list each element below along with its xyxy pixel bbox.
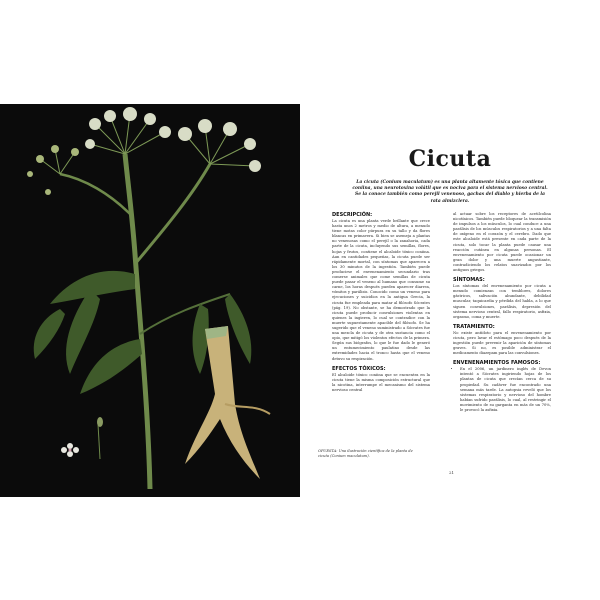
section-heading: SÍNTOMAS:: [453, 277, 485, 284]
intro-paragraph: La cicuta (Conium maculatum) es una planta altamente tóxica que contiene coniina, una neurotoxina volátil que es nociva para el sistema nervioso central. Se la conoce también como perejil venenoso, gachas del diablo y hierba de la rata almizclera.: [352, 180, 548, 204]
page-number: 21: [449, 470, 455, 475]
right-column: [453, 212, 551, 413]
list-item: • En el 2006, un jardinero inglés de Devon intentó a Sócrates ingiriendo hojas de los plantas de cicuta que crecían cerca de su propiedad. Su cadáver fue encontrado una semana más tarde. La autopsia reveló que los sistemas respiratorio y nervioso del hombre habían sufrido parálisis, lo cual, al restringir el movimiento de su garganta en más de un 70%, le provocó la asfixia.: [460, 367, 551, 413]
section-text: al actuar sobre los receptores de acetilcolina nicotínicos. También puede bloquear la transmisión de impulsos a los músculos, lo cual conduce a una parálisis de los músculos respiratorios y a una falta de oxígeno en el corazón y el cerebro. Dado que este alcaloide está presente en cada parte de la cicuta, solo tocar la planta puede causar una reacción cutánea en algunas personas. El envenenamiento por cicuta puede ocasionar un gran dolor y una muerte angustiante, contradiciendo los relatos suavizados por los antiguos griegos.: [453, 212, 551, 273]
botanical-illustration: [0, 104, 300, 497]
section-text: El alcaloide tóxico coniina que se encuentra en la cicuta tiene la misma composición estructural que la nicotina, interrumpe el mecanismo del sistema nervioso central: [332, 372, 430, 392]
figure-caption: OPUESTA: Una ilustración científica de la planta de cicuta (Conium maculatum).: [318, 449, 413, 458]
section-heading: DESCRIPCIÓN:: [332, 212, 373, 218]
section-heading: TRATAMIENTO:: [453, 323, 495, 330]
section-heading: ENVENENAMIENTOS FAMOSOS:: [453, 360, 541, 367]
section-text: Los síntomas del envenenamiento por cicuta a menudo comienzan con temblores, dolores gástricos, salivación abundante, debilidad muscular, taquicardia y pérdida del habla, a lo que siguen convulsiones, parálisis, depresión del sistema nervioso central, fallo respiratorio, asfixia, orgasmo, coma y muerte.: [453, 284, 551, 319]
section-text: La cicuta es una planta verde brillante que crece hasta unos 2 metros y medio de altura, a menudo tiene motas color púrpura en su tallo y da flores blancas en primavera. Si bien se asemeja a plantas no venenosas como el perejil o la zanahoria, cada parte de la cicuta, incluyendo sus semillas, flores, hojas y frutos, contiene el alcaloide tóxico coniina. Aun en cantidades pequeñas, la cicuta puede ser rápidamente mortal, con síntomas que aparecen a los 30 minutos de la ingestión. También puede producirse el envenenamiento secundario tras comerse animales que come semillas de cicuta puede pasar el veneno al humano que consume su carne, los horas después pueden aparecer diarrea, vómitos y parálisis. Conocido como un veneno para ejecuciones y suicidios en la antigua Grecia, la cicuta fue empleada para matar al filósofo Sócrates (pág. 19). No obstante, se ha demostrado que la cicuta puede producir convulsiones violentas en quienes la ingieren, lo cual se contradice con la muerte supuestamente apacible del filósofo. Se ha sugerido que el veneno suministrado a Sócrates fue una mezcla de cicuta y de otra sustancia como el opio, que mitigó los violentos efectos de la primera. Según sus biógrafos, lo que le fue dado le generó un entumecimiento paulatino desde las extremidades hacia el tronco hasta que el veneno detuvo su respiración.: [332, 219, 430, 361]
section-heading: EFECTOS TÓXICOS:: [332, 365, 386, 372]
section-text: No existe antídoto para el envenenamiento por cicuta, pero lavar el estómago poco después de la ingestión puede prevenir la aparición de síntomas graves. Si no, es posible administrar el medicamento diazepam para las convulsiones.: [453, 330, 551, 356]
bullet-list: [453, 367, 551, 413]
page-title: Cicuta: [408, 146, 492, 172]
left-column: [332, 212, 430, 397]
text-page: [300, 104, 600, 497]
hemlock-plant-image: [0, 104, 300, 497]
